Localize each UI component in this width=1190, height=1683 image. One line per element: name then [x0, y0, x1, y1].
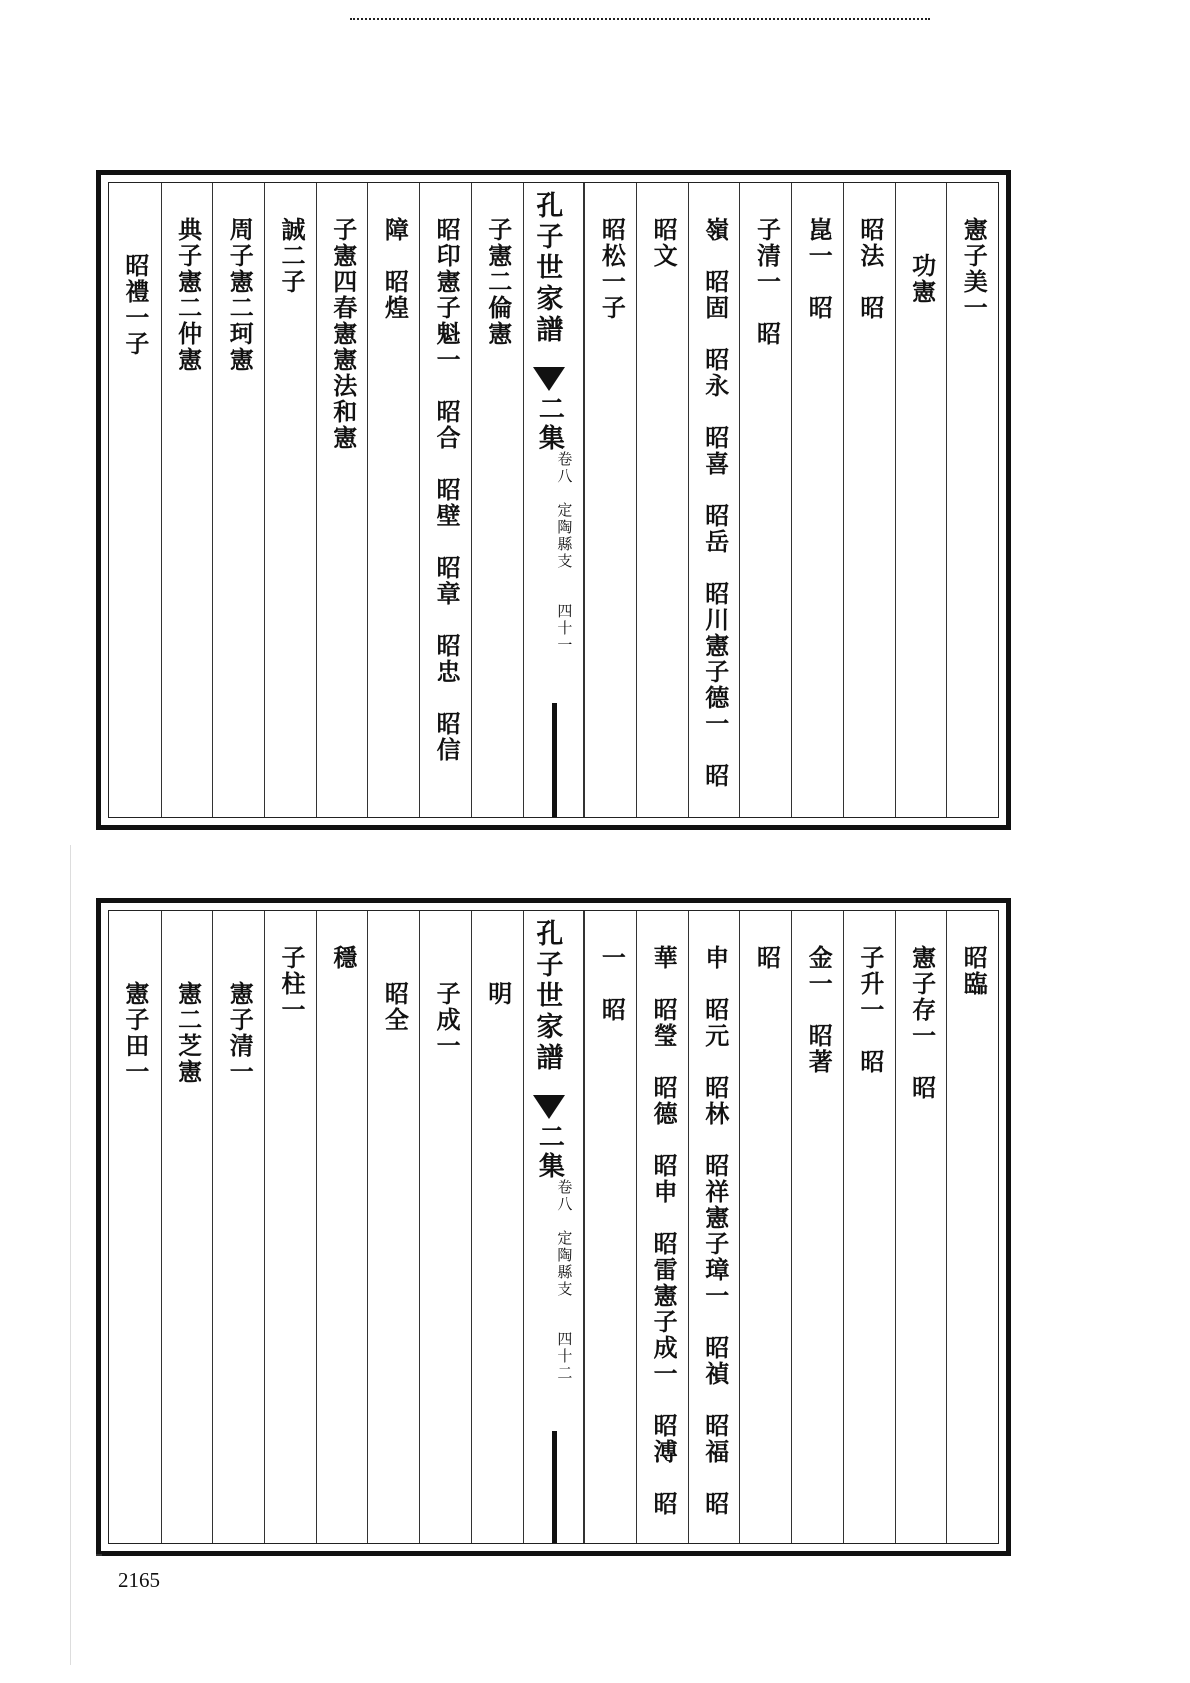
inner-border — [108, 910, 999, 1544]
columns-bottom — [109, 911, 998, 1543]
volume-label: 二集 — [534, 1123, 565, 1181]
text-column: 華 昭瑩 昭德 昭申 昭雷憲子成一 昭溥 昭 — [636, 911, 688, 1543]
text-column: 誠二子 — [264, 183, 316, 817]
inner-border — [108, 182, 999, 818]
chapter-label: 卷八 定陶縣支 — [555, 451, 574, 570]
columns-top — [109, 183, 998, 817]
text-column: 功憲 — [895, 183, 947, 817]
text-column: 穩 — [316, 911, 368, 1543]
genealogy-page-bottom — [96, 898, 1011, 1556]
leaf-number: 四十二 — [555, 1331, 574, 1382]
text-column: 子憲二倫憲 — [471, 183, 523, 817]
chapter-label: 卷八 定陶縣支 — [555, 1179, 574, 1298]
text-column: 憲二芝憲 — [161, 911, 213, 1543]
text-column: 昭文 — [636, 183, 688, 817]
book-title: 孔子世家譜 — [531, 919, 563, 1074]
text-column: 子柱一 — [264, 911, 316, 1543]
leaf-number: 四十一 — [555, 603, 574, 654]
genealogy-page-top — [96, 170, 1011, 830]
text-column: 子憲四春憲憲法和憲 — [316, 183, 368, 817]
text-column: 憲子清一 — [212, 911, 264, 1543]
center-bar — [552, 1431, 557, 1543]
fishtail-mark-icon — [533, 367, 565, 391]
text-column: 嶺 昭固 昭永 昭喜 昭岳 昭川憲子德一 昭 — [688, 183, 740, 817]
page-number: 2165 — [118, 1568, 160, 1592]
text-column: 一 昭 — [584, 911, 636, 1543]
center-title-column — [523, 911, 585, 1543]
text-column: 憲子存一 昭 — [895, 911, 947, 1543]
text-column: 昭松一子 — [584, 183, 636, 817]
text-column: 昭 — [739, 911, 791, 1543]
text-column: 憲子田一 — [120, 981, 150, 1085]
text-column: 子成一 — [419, 911, 471, 1543]
text-column: 昭臨 — [946, 911, 998, 1543]
book-title: 孔子世家譜 — [531, 191, 563, 346]
text-column: 子升一 昭 — [843, 911, 895, 1543]
center-title-column — [523, 183, 585, 817]
text-column: 障 昭煌 — [367, 183, 419, 817]
text-column: 申 昭元 昭林 昭祥憲子璋一 昭禎 昭福 昭 — [688, 911, 740, 1543]
fishtail-mark-icon — [533, 1095, 565, 1119]
text-column: 典子憲二仲憲 — [161, 183, 213, 817]
scan-shadow-line — [70, 845, 71, 1665]
text-column: 周子憲二珂憲 — [212, 183, 264, 817]
text-column: 金一 昭著 — [791, 911, 843, 1543]
text-column: 昭法 昭 — [843, 183, 895, 817]
text-column: 崑一 昭 — [791, 183, 843, 817]
center-bar — [552, 703, 557, 817]
text-column: 昭禮一子 — [120, 253, 150, 357]
margin-tick — [96, 1554, 102, 1556]
text-column: 昭印憲子魁一 昭合 昭壁 昭章 昭忠 昭信 — [419, 183, 471, 817]
text-column: 子清一 昭 — [739, 183, 791, 817]
text-column: 憲子美一 — [946, 183, 998, 817]
volume-label: 二集 — [534, 395, 565, 453]
text-column: 明 — [471, 911, 523, 1543]
top-edge-marks — [350, 10, 930, 20]
text-column: 昭全 — [367, 911, 419, 1543]
